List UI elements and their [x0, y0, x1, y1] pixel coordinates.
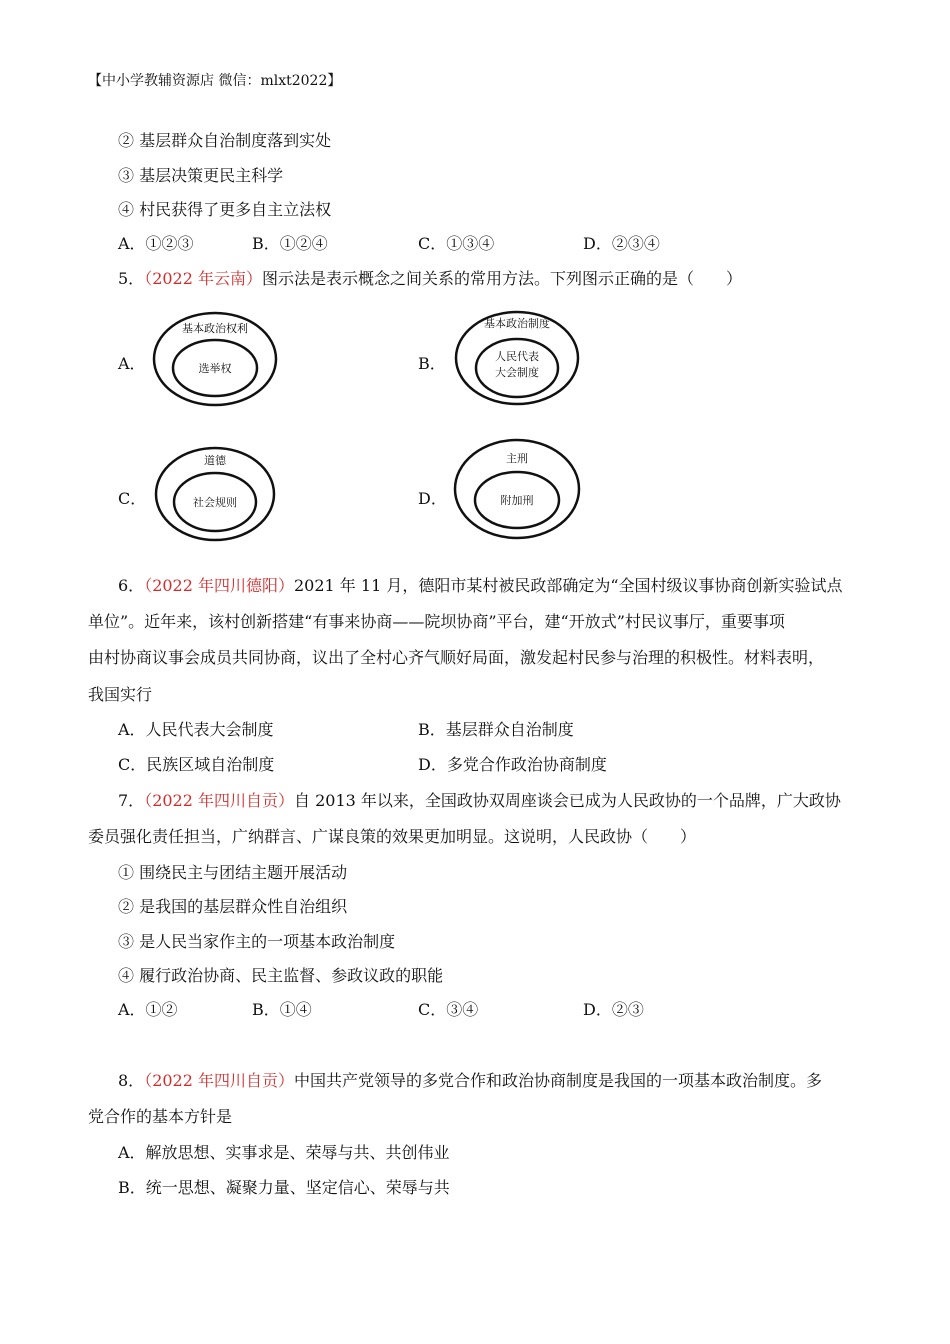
q8-option-b: B．统一思想、凝聚力量、坚定信心、荣辱与共 [118, 1178, 450, 1197]
q7-line-2: 委员强化责任担当，广纳群言、广谋良策的效果更加明显。这说明，人民政协（ ） [88, 827, 697, 846]
q5-diagram-a [152, 308, 282, 412]
q6-line-3: 由村协商议事会成员共同协商，议出了全村心齐气顺好局面，激发起村民参与治理的积极性。材料表明， [88, 648, 825, 667]
q5-diagram-d [453, 436, 583, 546]
q6-line-1 [118, 573, 843, 596]
q8-line-1 [118, 1068, 822, 1091]
q5-a-inner-text: 选举权 [198, 362, 232, 375]
q6-number: 6． [118, 576, 145, 595]
q5-c-inner-text: 社会规则 [193, 496, 237, 509]
q4-option-b: B．①②④ [252, 234, 328, 253]
q7-item-4: ④ 履行政治协商、民主监督、参政议政的职能 [118, 966, 444, 985]
q7-number: 7． [118, 791, 145, 810]
q6-option-a: A．人民代表大会制度 [118, 720, 274, 739]
q6-line-1-text: 2021 年 11 月，德阳市某村被民政部确定为“全国村级议事协商创新实验试点 [294, 576, 843, 595]
q7-item-2: ② 是我国的基层群众性自治组织 [118, 897, 348, 916]
q5-stem [118, 266, 742, 289]
q5-c-outer-text: 道德 [204, 454, 226, 467]
q5-a-outer-text: 基本政治权利 [182, 322, 248, 335]
q4-option-d: D．②③④ [583, 234, 660, 253]
q4-option-a: A．①②③ [118, 234, 194, 253]
q7-option-c: C．③④ [418, 1000, 479, 1019]
q6-option-d: D．多党合作政治协商制度 [418, 755, 607, 774]
q4-item-3: ③ 基层决策更民主科学 [118, 166, 284, 185]
q5-b-inner-text-1: 人民代表 [495, 350, 539, 363]
q6-option-b: B．基层群众自治制度 [418, 720, 574, 739]
q8-option-a: A．解放思想、实事求是、荣辱与共、共创伟业 [118, 1143, 450, 1162]
q5-source: （2022 年云南） [144, 269, 262, 288]
q7-option-a: A．①② [118, 1000, 178, 1019]
q8-line-2: 党合作的基本方针是 [88, 1107, 233, 1126]
q7-source: （2022 年四川自贡） [144, 791, 294, 810]
page-header: 【中小学教辅资源店 微信：mlxt2022】 [88, 73, 342, 89]
q5-option-a-label: A． [118, 354, 146, 373]
q5-diagram-c [154, 442, 279, 546]
q5-d-outer-text: 主刑 [506, 452, 528, 465]
q7-option-d: D．②③ [583, 1000, 644, 1019]
q5-option-c-label: C． [118, 489, 147, 508]
q5-number: 5． [118, 269, 145, 288]
q6-line-4: 我国实行 [88, 685, 153, 704]
q5-d-inner-text: 附加刑 [500, 494, 534, 507]
q7-line-1 [118, 788, 841, 811]
q5-b-inner-text-2: 大会制度 [495, 366, 539, 379]
q6-source: （2022 年四川德阳） [144, 576, 294, 595]
q5-option-b-label: B． [418, 354, 446, 373]
q8-source: （2022 年四川自贡） [144, 1071, 294, 1090]
q8-number: 8． [118, 1071, 145, 1090]
q5-diagram-b [453, 308, 583, 412]
q6-line-2: 单位”。近年来，该村创新搭建“有事来协商——院坝协商”平台，建“开放式”村民议事厅，重要事项 [88, 612, 785, 631]
q8-line-1-text: 中国共产党领导的多党合作和政治协商制度是我国的一项基本政治制度。多 [294, 1071, 823, 1090]
q7-option-b: B．①④ [252, 1000, 312, 1019]
q7-item-1: ① 围绕民主与团结主题开展活动 [118, 863, 348, 882]
q4-option-c: C．①③④ [418, 234, 495, 253]
q5-b-outer-text: 基本政治制度 [484, 317, 550, 330]
q7-line-1-text: 自 2013 年以来，全国政协双周座谈会已成为人民政协的一个品牌，广大政协 [294, 791, 841, 810]
q6-option-c: C．民族区域自治制度 [118, 755, 275, 774]
q7-item-3: ③ 是人民当家作主的一项基本政治制度 [118, 932, 396, 951]
q4-item-4: ④ 村民获得了更多自主立法权 [118, 200, 332, 219]
q4-item-2: ② 基层群众自治制度落到实处 [118, 131, 332, 150]
q5-stem-text: 图示法是表示概念之间关系的常用方法。下列图示正确的是（ ） [262, 269, 743, 288]
q5-option-d-label: D． [418, 489, 447, 508]
